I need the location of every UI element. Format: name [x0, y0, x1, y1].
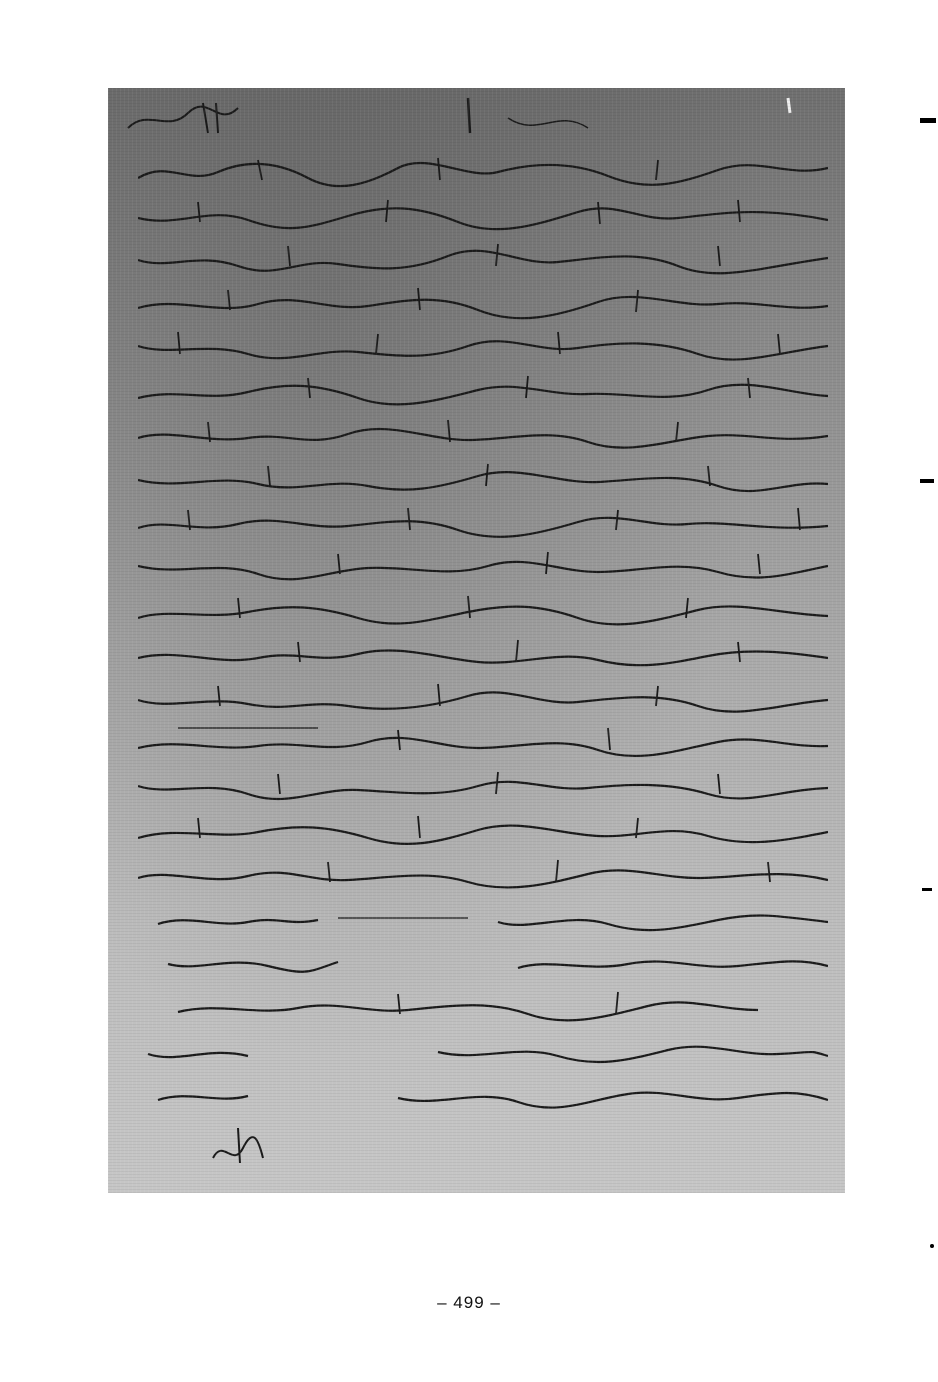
- manuscript-text-lines: [138, 150, 828, 1118]
- manuscript-line: [138, 326, 828, 368]
- manuscript-line: [138, 634, 828, 676]
- manuscript-line: [138, 238, 828, 280]
- manuscript-line: [138, 282, 828, 324]
- manuscript-line: [138, 1074, 828, 1116]
- manuscript-line: [138, 194, 828, 236]
- manuscript-page-image: [108, 88, 845, 1193]
- manuscript-closing-scribble: [208, 1118, 268, 1178]
- manuscript-line: [138, 678, 828, 720]
- margin-mark: [920, 479, 934, 483]
- margin-mark: [920, 118, 936, 123]
- margin-mark: [930, 1244, 934, 1248]
- manuscript-line: [138, 854, 828, 896]
- manuscript-line: [138, 766, 828, 808]
- manuscript-line: [138, 590, 828, 632]
- manuscript-line: [138, 810, 828, 852]
- manuscript-line: [138, 502, 828, 544]
- manuscript-line: [138, 942, 828, 984]
- page-number: – 499 –: [437, 1293, 501, 1312]
- manuscript-line: [138, 986, 828, 1028]
- manuscript-line: [138, 458, 828, 500]
- manuscript-line: [138, 370, 828, 412]
- manuscript-line: [138, 546, 828, 588]
- manuscript-line: [138, 414, 828, 456]
- manuscript-header-scribble: [108, 88, 845, 148]
- margin-mark: [922, 888, 932, 891]
- manuscript-line: [138, 1030, 828, 1072]
- manuscript-line: [138, 898, 828, 940]
- manuscript-line: [138, 722, 828, 764]
- manuscript-line: [138, 150, 828, 192]
